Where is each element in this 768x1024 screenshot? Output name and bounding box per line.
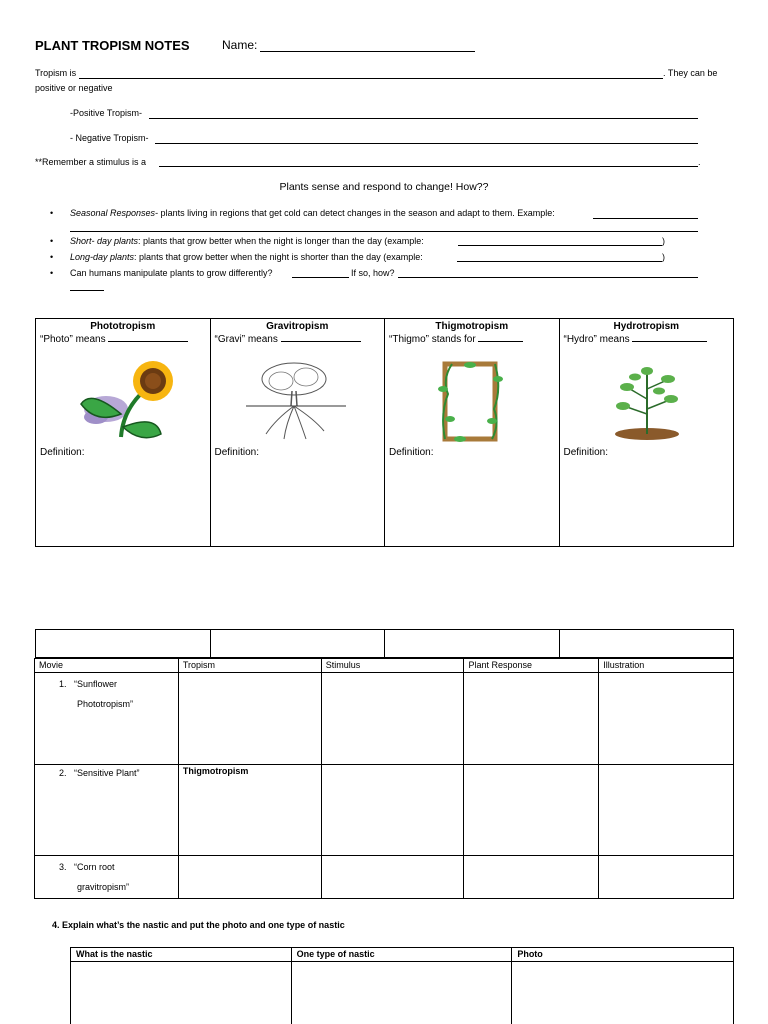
stimulus-cell[interactable]	[321, 673, 464, 765]
illustration-cell[interactable]	[599, 856, 734, 899]
tropism-col-thigmo	[385, 319, 560, 546]
short-day-close: )	[662, 236, 665, 246]
tropism-means: “Gravi” means	[211, 334, 385, 345]
table-row	[35, 765, 734, 856]
how-blank[interactable]	[398, 277, 698, 278]
seasonal-example-blank[interactable]	[593, 218, 698, 219]
short-day-example-blank[interactable]	[458, 245, 662, 246]
means-blank[interactable]	[478, 341, 523, 342]
negative-tropism-label: - Negative Tropism-	[70, 133, 149, 143]
tropism-cell[interactable]: Thigmotropism	[178, 765, 321, 856]
plant-response-cell[interactable]	[464, 856, 599, 899]
long-day-item	[70, 252, 423, 262]
nastic-header-row	[71, 948, 734, 962]
positive-or-negative-text: positive or negative	[35, 83, 113, 93]
long-day-text: : plants that grow better when the night is shorter than the day (example:	[134, 252, 423, 262]
bullet-seasonal: •	[50, 208, 54, 218]
empty-cell[interactable]	[385, 630, 560, 657]
question-4: 4. Explain what’s the nastic and put the photo and one type of nastic	[52, 920, 345, 930]
movie-header: Movie	[35, 659, 179, 673]
page-title: PLANT TROPISM NOTES	[35, 38, 190, 53]
tree-roots-icon	[236, 359, 366, 444]
tropism-title: Phototropism	[90, 321, 156, 332]
how-extra-blank[interactable]	[70, 290, 104, 291]
table-row	[35, 856, 734, 899]
movie-cell: 2. “Sensitive Plant”	[35, 765, 179, 856]
positive-tropism-blank[interactable]	[149, 118, 698, 119]
tropism-table	[35, 318, 734, 547]
means-blank[interactable]	[281, 341, 361, 342]
seedling-icon	[585, 359, 715, 444]
illustration-cell[interactable]	[599, 673, 734, 765]
if-so-text: If so, how?	[351, 268, 395, 278]
tropism-blank[interactable]	[79, 78, 663, 79]
movie-header-row	[35, 659, 734, 673]
they-can-be-text: . They can be	[663, 68, 718, 78]
nastic-table	[70, 947, 734, 1024]
seasonal-extra-blank[interactable]	[70, 231, 698, 232]
name-blank[interactable]	[260, 51, 475, 52]
plant-response-cell[interactable]	[464, 765, 599, 856]
stimulus-blank[interactable]	[159, 166, 698, 167]
short-day-text: : plants that grow better when the night is longer than the day (example:	[138, 236, 424, 246]
tropism-col-gravi	[211, 319, 386, 546]
seasonal-item	[70, 208, 555, 218]
tropism-is-label: Tropism is	[35, 68, 77, 78]
long-day-label: Long-day plants	[70, 252, 135, 262]
tropism-col-photo	[36, 319, 211, 546]
plant-response-header: Plant Response	[464, 659, 599, 673]
bullet-humans: •	[50, 268, 54, 278]
empty-cell[interactable]	[560, 630, 734, 657]
short-day-item	[70, 236, 424, 246]
tropism-definition: Definition:	[563, 447, 608, 458]
tropism-definition: Definition:	[214, 447, 259, 458]
empty-row	[35, 629, 734, 658]
table-row	[35, 673, 734, 765]
bullet-long-day: •	[50, 252, 54, 262]
tropism-cell[interactable]	[178, 673, 321, 765]
sunflower-icon	[61, 359, 191, 444]
plant-response-cell[interactable]	[464, 673, 599, 765]
stimulus-cell[interactable]	[321, 765, 464, 856]
name-label: Name:	[222, 38, 258, 52]
humans-answer-blank[interactable]	[292, 277, 349, 278]
seasonal-text: - plants living in regions that get cold can detect changes in the season and adapt to them. Example:	[155, 208, 555, 218]
type-of-nastic-header: One type of nastic	[291, 948, 512, 962]
movie-cell: 1. “Sunflower Phototropism”	[35, 673, 179, 765]
illustration-header: Illustration	[599, 659, 734, 673]
tropism-cell[interactable]	[178, 856, 321, 899]
tropism-title: Gravitropism	[266, 321, 329, 332]
remember-label: **Remember a stimulus is a	[35, 157, 147, 167]
vine-frame-icon	[410, 359, 540, 444]
empty-cell[interactable]	[211, 630, 386, 657]
bullet-short-day: •	[50, 236, 54, 246]
tropism-title: Hydrotropism	[613, 321, 680, 332]
photo-cell[interactable]	[512, 962, 734, 1024]
illustration-cell[interactable]	[599, 765, 734, 856]
tropism-means: “Photo” means	[36, 334, 210, 345]
what-is-nastic-header: What is the nastic	[71, 948, 292, 962]
empty-cell[interactable]	[36, 630, 211, 657]
means-blank[interactable]	[108, 341, 188, 342]
long-day-example-blank[interactable]	[457, 261, 662, 262]
photo-header: Photo	[512, 948, 734, 962]
what-is-nastic-cell[interactable]	[71, 962, 292, 1024]
tropism-means: “Thigmo” stands for	[385, 334, 559, 345]
tropism-title: Thigmotropism	[435, 321, 509, 332]
movie-table	[34, 658, 734, 899]
period-text: .	[698, 157, 701, 167]
humans-text: Can humans manipulate plants to grow differently?	[70, 268, 273, 278]
tropism-definition: Definition:	[40, 447, 85, 458]
tropism-means: “Hydro” means	[560, 334, 734, 345]
positive-tropism-label: -Positive Tropism-	[70, 108, 143, 118]
table-row	[71, 962, 734, 1024]
long-day-close: )	[662, 252, 665, 262]
tropism-header: Tropism	[178, 659, 321, 673]
type-of-nastic-cell[interactable]	[291, 962, 512, 1024]
movie-cell: 3. “Corn root gravitropism”	[35, 856, 179, 899]
stimulus-header: Stimulus	[321, 659, 464, 673]
short-day-label: Short- day plants	[70, 236, 139, 246]
stimulus-cell[interactable]	[321, 856, 464, 899]
seasonal-label: Seasonal Responses	[70, 208, 156, 218]
sense-heading: Plants sense and respond to change! How??	[279, 181, 489, 193]
tropism-definition: Definition:	[389, 447, 434, 458]
means-blank[interactable]	[632, 341, 707, 342]
tropism-col-hydro	[560, 319, 734, 546]
negative-tropism-blank[interactable]	[155, 143, 698, 144]
